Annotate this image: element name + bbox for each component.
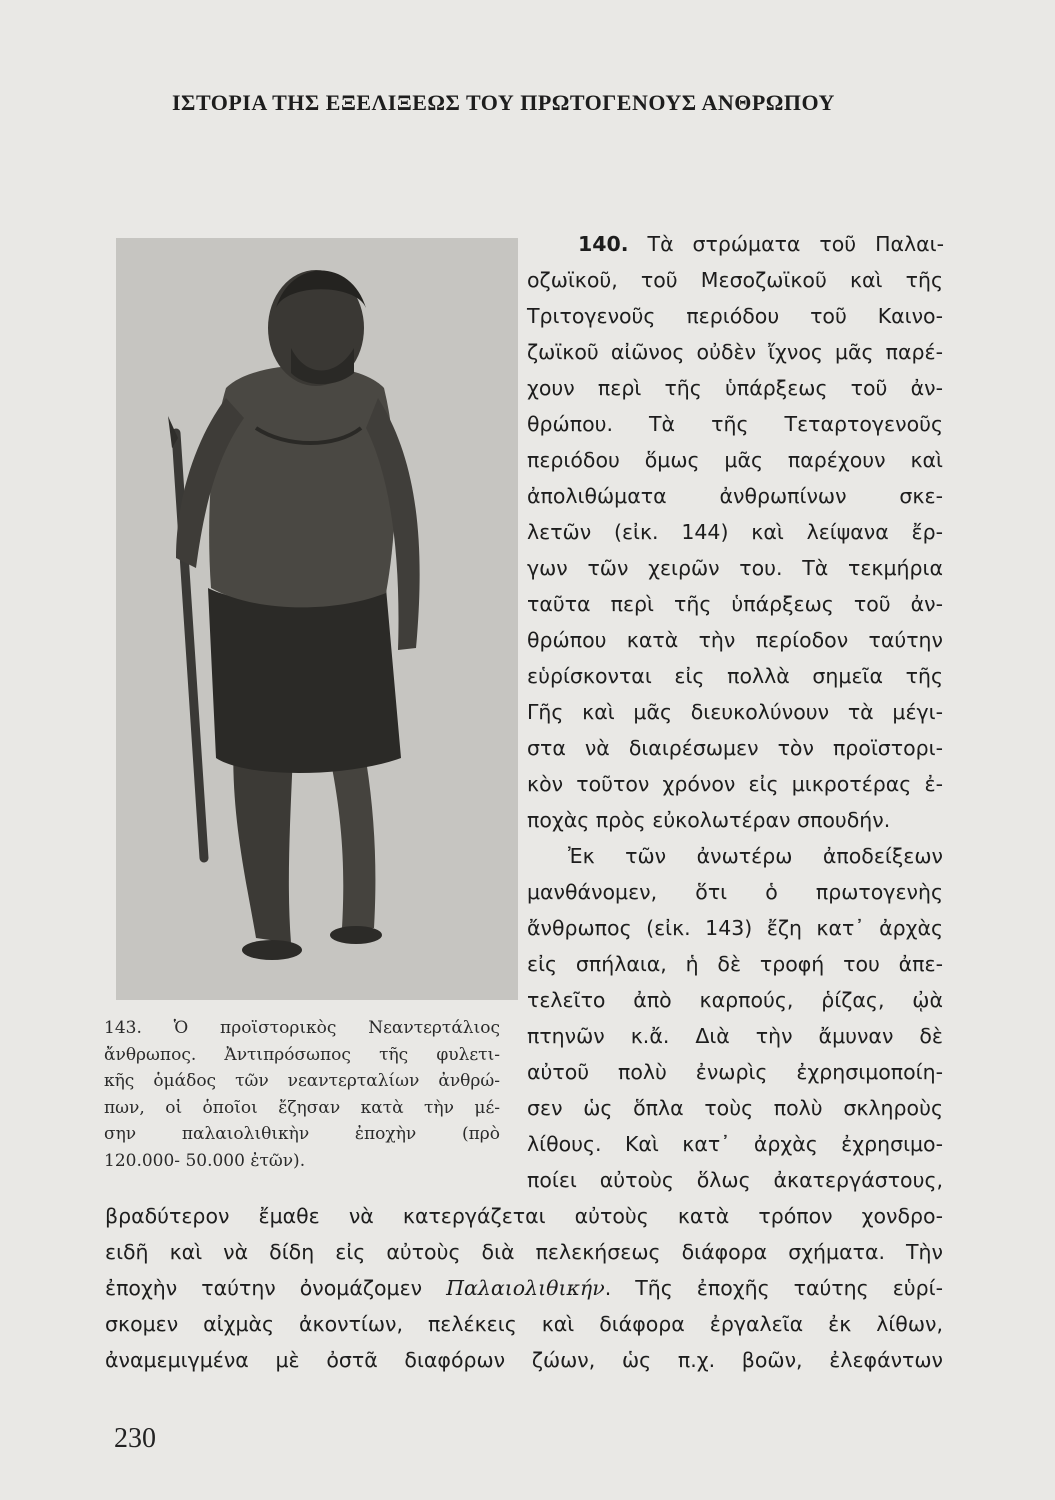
term-palaeolithic: Παλαιολιθικήν (446, 1276, 605, 1300)
body-line: ποχὰς πρὸς εὐκολωτέραν σπουδήν. (527, 808, 891, 832)
body-line: μανθάνομεν, ὅτι ὁ πρωτογενὴς (527, 880, 943, 904)
body-line: τελεῖτο ἀπὸ καρπούς, ῥίζας, ᾠὰ (527, 988, 943, 1012)
section-number: 140. (578, 232, 629, 256)
running-header: ΙΣΤΟΡΙΑ ΤΗΣ ΕΞΕΛΙΞΕΩΣ ΤΟΥ ΠΡΩΤΟΓΕΝΟΥΣ ΑΝΘΡΩΠΟΥ (172, 90, 835, 115)
body-line-full: βραδύτερον ἔμαθε νὰ κατεργάζεται αὐτοὺς κατὰ τρόπον χονδρο- (105, 1204, 943, 1228)
caption-line: 120.000- 50.000 ἐτῶν). (104, 1150, 306, 1171)
body-line: αὐτοῦ πολὺ ἐνωρὶς ἐχρησιμοποίη- (527, 1060, 943, 1084)
caption-line: ἄνθρωπος. Ἀντιπρόσωπος τῆς φυλετι- (104, 1044, 500, 1065)
body-line-italic-term (105, 1276, 943, 1300)
body-line: εἰς σπήλαια, ἡ δὲ τροφή του ἀπε- (527, 952, 943, 976)
body-line: ταῦτα περὶ τῆς ὑπάρξεως τοῦ ἀν- (527, 592, 943, 616)
body-line: Γῆς καὶ μᾶς διευκολύνουν τὰ μέγι- (527, 700, 943, 724)
body-line: περιόδου ὅμως μᾶς παρέχουν καὶ (527, 448, 943, 472)
body-line: στα νὰ διαιρέσωμεν τὸν προϊστορι- (527, 736, 943, 760)
body-line: θρώπου κατὰ τὴν περίοδον ταύτην (527, 628, 943, 652)
italic-line-before: ἐποχὴν ταύτην ὀνομάζομεν (105, 1276, 447, 1300)
body-line: Τριτογενοῦς περιόδου τοῦ Καινο- (527, 304, 943, 328)
page-number: 230 (114, 1423, 156, 1454)
figure-143 (116, 238, 518, 1000)
body-line: θρώπου. Τὰ τῆς Τεταρτογενοῦς (527, 412, 943, 436)
body-line: ἀπολιθώματα ἀνθρωπίνων σκε- (527, 484, 943, 508)
figure-caption (104, 1015, 500, 1174)
body-line: Ἐκ τῶν ἀνωτέρω ἀποδείξεων (568, 844, 943, 868)
body-line-full: ειδῆ καὶ νὰ δίδη εἰς αὐτοὺς διὰ πελεκήσεως διάφορα σχήματα. Τὴν (105, 1240, 943, 1264)
italic-line-after: . Τῆς ἐποχῆς ταύτης εὑρί- (604, 1276, 943, 1300)
body-line: εὑρίσκονται εἰς πολλὰ σημεῖα τῆς (527, 664, 943, 688)
caption-line: κῆς ὁμάδος τῶν νεαντερταλίων ἀνθρώ- (104, 1071, 500, 1091)
body-line: ποίει αὐτοὺς ὅλως ἀκατεργάστους, (527, 1168, 943, 1192)
body-line: χουν περὶ τῆς ὑπάρξεως τοῦ ἀν- (527, 376, 943, 400)
body-line: λετῶν (εἰκ. 144) καὶ λείψανα ἔρ- (527, 520, 943, 544)
section-first-line-text: Τὰ στρώματα τοῦ Παλαι- (647, 232, 944, 256)
body-line: οζωϊκοῦ, τοῦ Μεσοζωϊκοῦ καὶ τῆς (527, 268, 943, 292)
caption-line: σην παλαιολιθικὴν ἐποχὴν (πρὸ (104, 1124, 500, 1144)
body-line: ἄνθρωπος (εἰκ. 143) ἔζη κατ᾽ ἀρχὰς (527, 916, 943, 940)
body-line: λίθους. Καὶ κατ᾽ ἀρχὰς ἐχρησιμο- (527, 1132, 943, 1156)
body-line: ζωϊκοῦ αἰῶνος οὐδὲν ἴχνος μᾶς παρέ- (527, 340, 943, 364)
body-line-full: ἀναμεμιγμένα μὲ ὀστᾶ διαφόρων ζώων, ὡς π.χ. βοῶν, ἐλεφάντων (105, 1348, 943, 1372)
caption-line: 143. Ὁ προϊστορικὸς Νεαντερτάλιος (104, 1018, 500, 1038)
body-line: σεν ὡς ὅπλα τοὺς πολὺ σκληροὺς (527, 1096, 943, 1120)
caption-line: πων, οἱ ὁποῖοι ἔζησαν κατὰ τὴν μέ- (104, 1097, 500, 1118)
body-line: γων τῶν χειρῶν του. Τὰ τεκμήρια (527, 556, 943, 580)
body-line-full: σκομεν αἰχμὰς ἀκοντίων, πελέκεις καὶ διάφορα ἐργαλεῖα ἐκ λίθων, (105, 1312, 943, 1336)
neanderthal-illustration (116, 238, 518, 1000)
body-line: κὸν τοῦτον χρόνον εἰς μικροτέρας ἐ- (527, 772, 943, 796)
section-first-line (578, 232, 944, 256)
body-line: πτηνῶν κ.ἄ. Διὰ τὴν ἄμυναν δὲ (527, 1024, 943, 1048)
